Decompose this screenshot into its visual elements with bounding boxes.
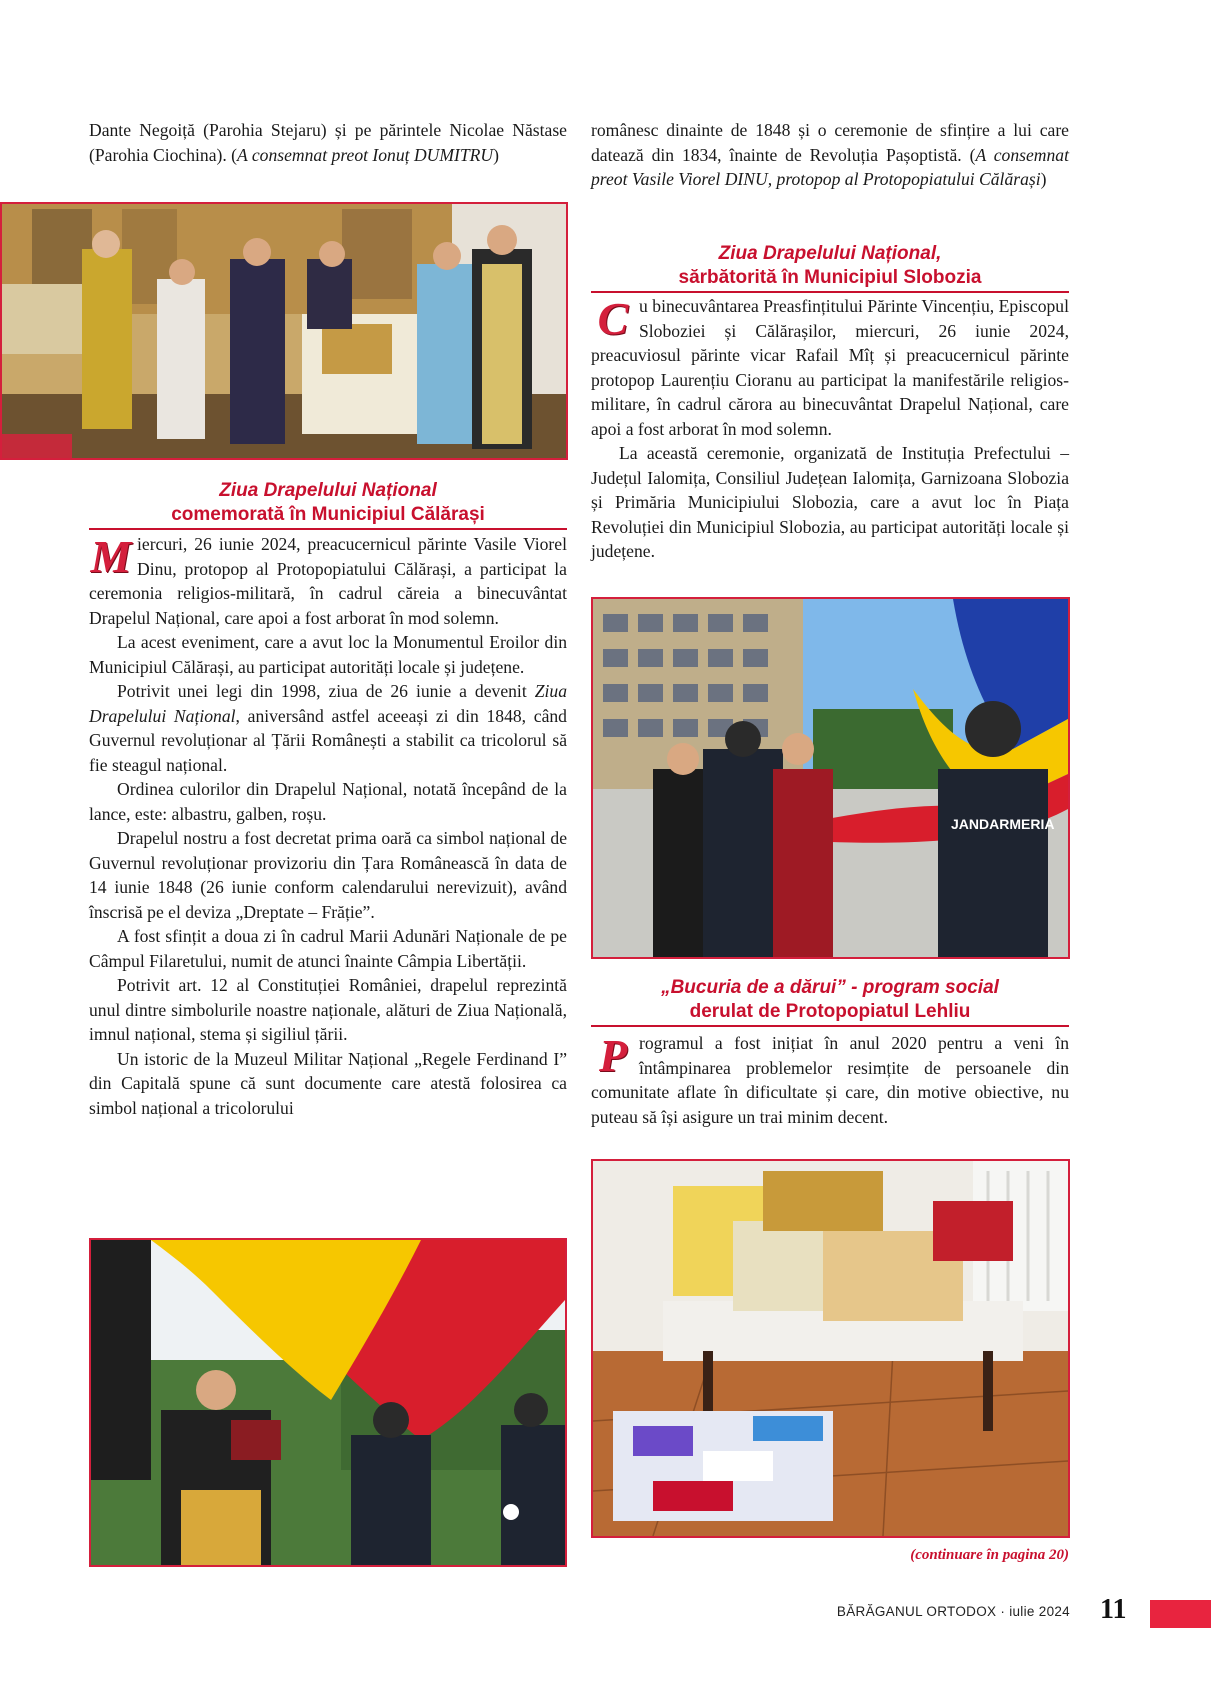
heading-lehliu: „Bucuria de a dărui” - program social derulat de Protopopiatul Lehliu xyxy=(591,976,1069,1027)
dropcap-p: P xyxy=(598,1030,628,1081)
page-number: 11 xyxy=(1100,1594,1127,1625)
heading-slobozia: Ziua Drapelului Național, sărbătorită în Municipiul Slobozia xyxy=(591,242,1069,293)
photo-priests-illustration xyxy=(2,204,566,458)
dropcap-m: M xyxy=(90,531,132,582)
photo-donations xyxy=(591,1159,1070,1538)
jandarmeria-label: JANDARMERIA xyxy=(951,816,1055,832)
continuation-note: (continuare în pagina 20) xyxy=(910,1547,1069,1563)
author-signature: A consemnat preot Ionuț DUMITRU xyxy=(237,144,494,165)
article-lehliu-body: Programul a fost inițiat în anul 2020 pentru a veni în întâmpinarea problemelor resimțite de persoanele din comunitate aflate în dificultate și care, din motive obiective, nu puteau să își asigure un trai minim decent. xyxy=(591,1030,1069,1127)
photo-flag-ceremony-slobozia xyxy=(591,597,1070,959)
photo-flag-calarasi-illustration xyxy=(91,1240,565,1565)
publication-title: BĂRĂGANUL ORTODOX · iulie 2024 xyxy=(836,1604,1070,1619)
heading-calarasi: Ziua Drapelului Național comemorată în Municipiul Călărași xyxy=(89,479,567,530)
footer-red-bar xyxy=(1150,1600,1211,1628)
photo-priests-in-church xyxy=(0,202,568,460)
photo-donations-illustration xyxy=(593,1161,1068,1536)
dropcap-c: C xyxy=(597,293,629,344)
article-slobozia-body: Cu binecuvântarea Preasfințitului Părinte Vincențiu, Episcopul Sloboziei și Călărașilor, miercuri, 26 iunie 2024, preacuviosul părinte vicar Rafail Mîț și preacucernicul părinte protopop Laurențiu Cioranu au participat la manifestările religios-militare, în cadrul cărora au binecuvântat Drapelul Național, care apoi a fost arborat în mod solemn. La această ceremonie, organizată de Instituția Prefectului – Județul Ialomița, Consiliul Județean Ialomița, Garnizoana Slobozia și Primăria Municipiului Slobozia, care a avut loc în Piața Revoluției din Municipiul Slobozia, au participat autorități locale și județene. xyxy=(591,293,1069,561)
right-continuation-text: românesc dinainte de 1848 și o ceremonie de sfințire a lui care datează din 1834, înainte de Revoluția Pașoptistă. (A consemnat preot Vasile Viorel DINU, protopop al Protopopiatului Călărași) xyxy=(591,120,1069,189)
left-continuation-text: Dante Negoiță (Parohia Stejaru) și pe părintele Nicolae Năstase (Parohia Ciochina). (A consemnat preot Ionuț DUMITRU) xyxy=(89,120,567,165)
photo-flag-slobozia-illustration xyxy=(593,599,1068,957)
article-calarasi-body: Miercuri, 26 iunie 2024, preacucernicul părinte Vasile Viorel Dinu, protopop al Protopopiatului Călărași, a participat la ceremonia religios-militară, în cadrul căreia a binecuvântat Drapelul Național, care apoi a fost arborat în mod solemn. La acest eveniment, care a avut loc la Monumentul Eroilor din Municipiul Călărași, au participat autorități locale și județene. Potrivit unei legi din 1998, ziua de 26 iunie a devenit Ziua Drapelului Național, aniversând astfel aceeași zi din 1848, când Guvernul revoluționar al Țării Românești a stabilit ca tricolorul să fie steagul național. Ordinea culorilor din Drapelul Național, notată începând de la lance, este: albastru, galben, roșu. Drapelul nostru a fost decretat prima oară ca simbol național de Guvernul revoluționar provizoriu din Țara Românească în data de 14 iunie 1848 (26 iunie conform calendarului nerevizuit), având înscrisă pe el deviza „Dreptate – Frăție”. A fost sfințit a doua zi în cadrul Marii Adunări Naționale de pe Câmpul Filaretului, numit de atunci înainte Câmpia Libertății. Potrivit art. 12 al Constituției României, drapelul reprezintă unul dintre simbolurile noastre naționale, alături de Ziua Națională, imnul național, stema și sigiliul țării. Un istoric de la Muzeul Militar Național „Regele Ferdinand I” din Capitală spune că sunt documente care atestă folosirea ca simbol național a tricolorului xyxy=(89,531,567,1118)
author-signature: A consemnat preot Vasile Viorel DINU, protopop al Protopopiatului Călărași xyxy=(591,144,1069,189)
photo-flag-blessing-calarasi xyxy=(89,1238,567,1567)
